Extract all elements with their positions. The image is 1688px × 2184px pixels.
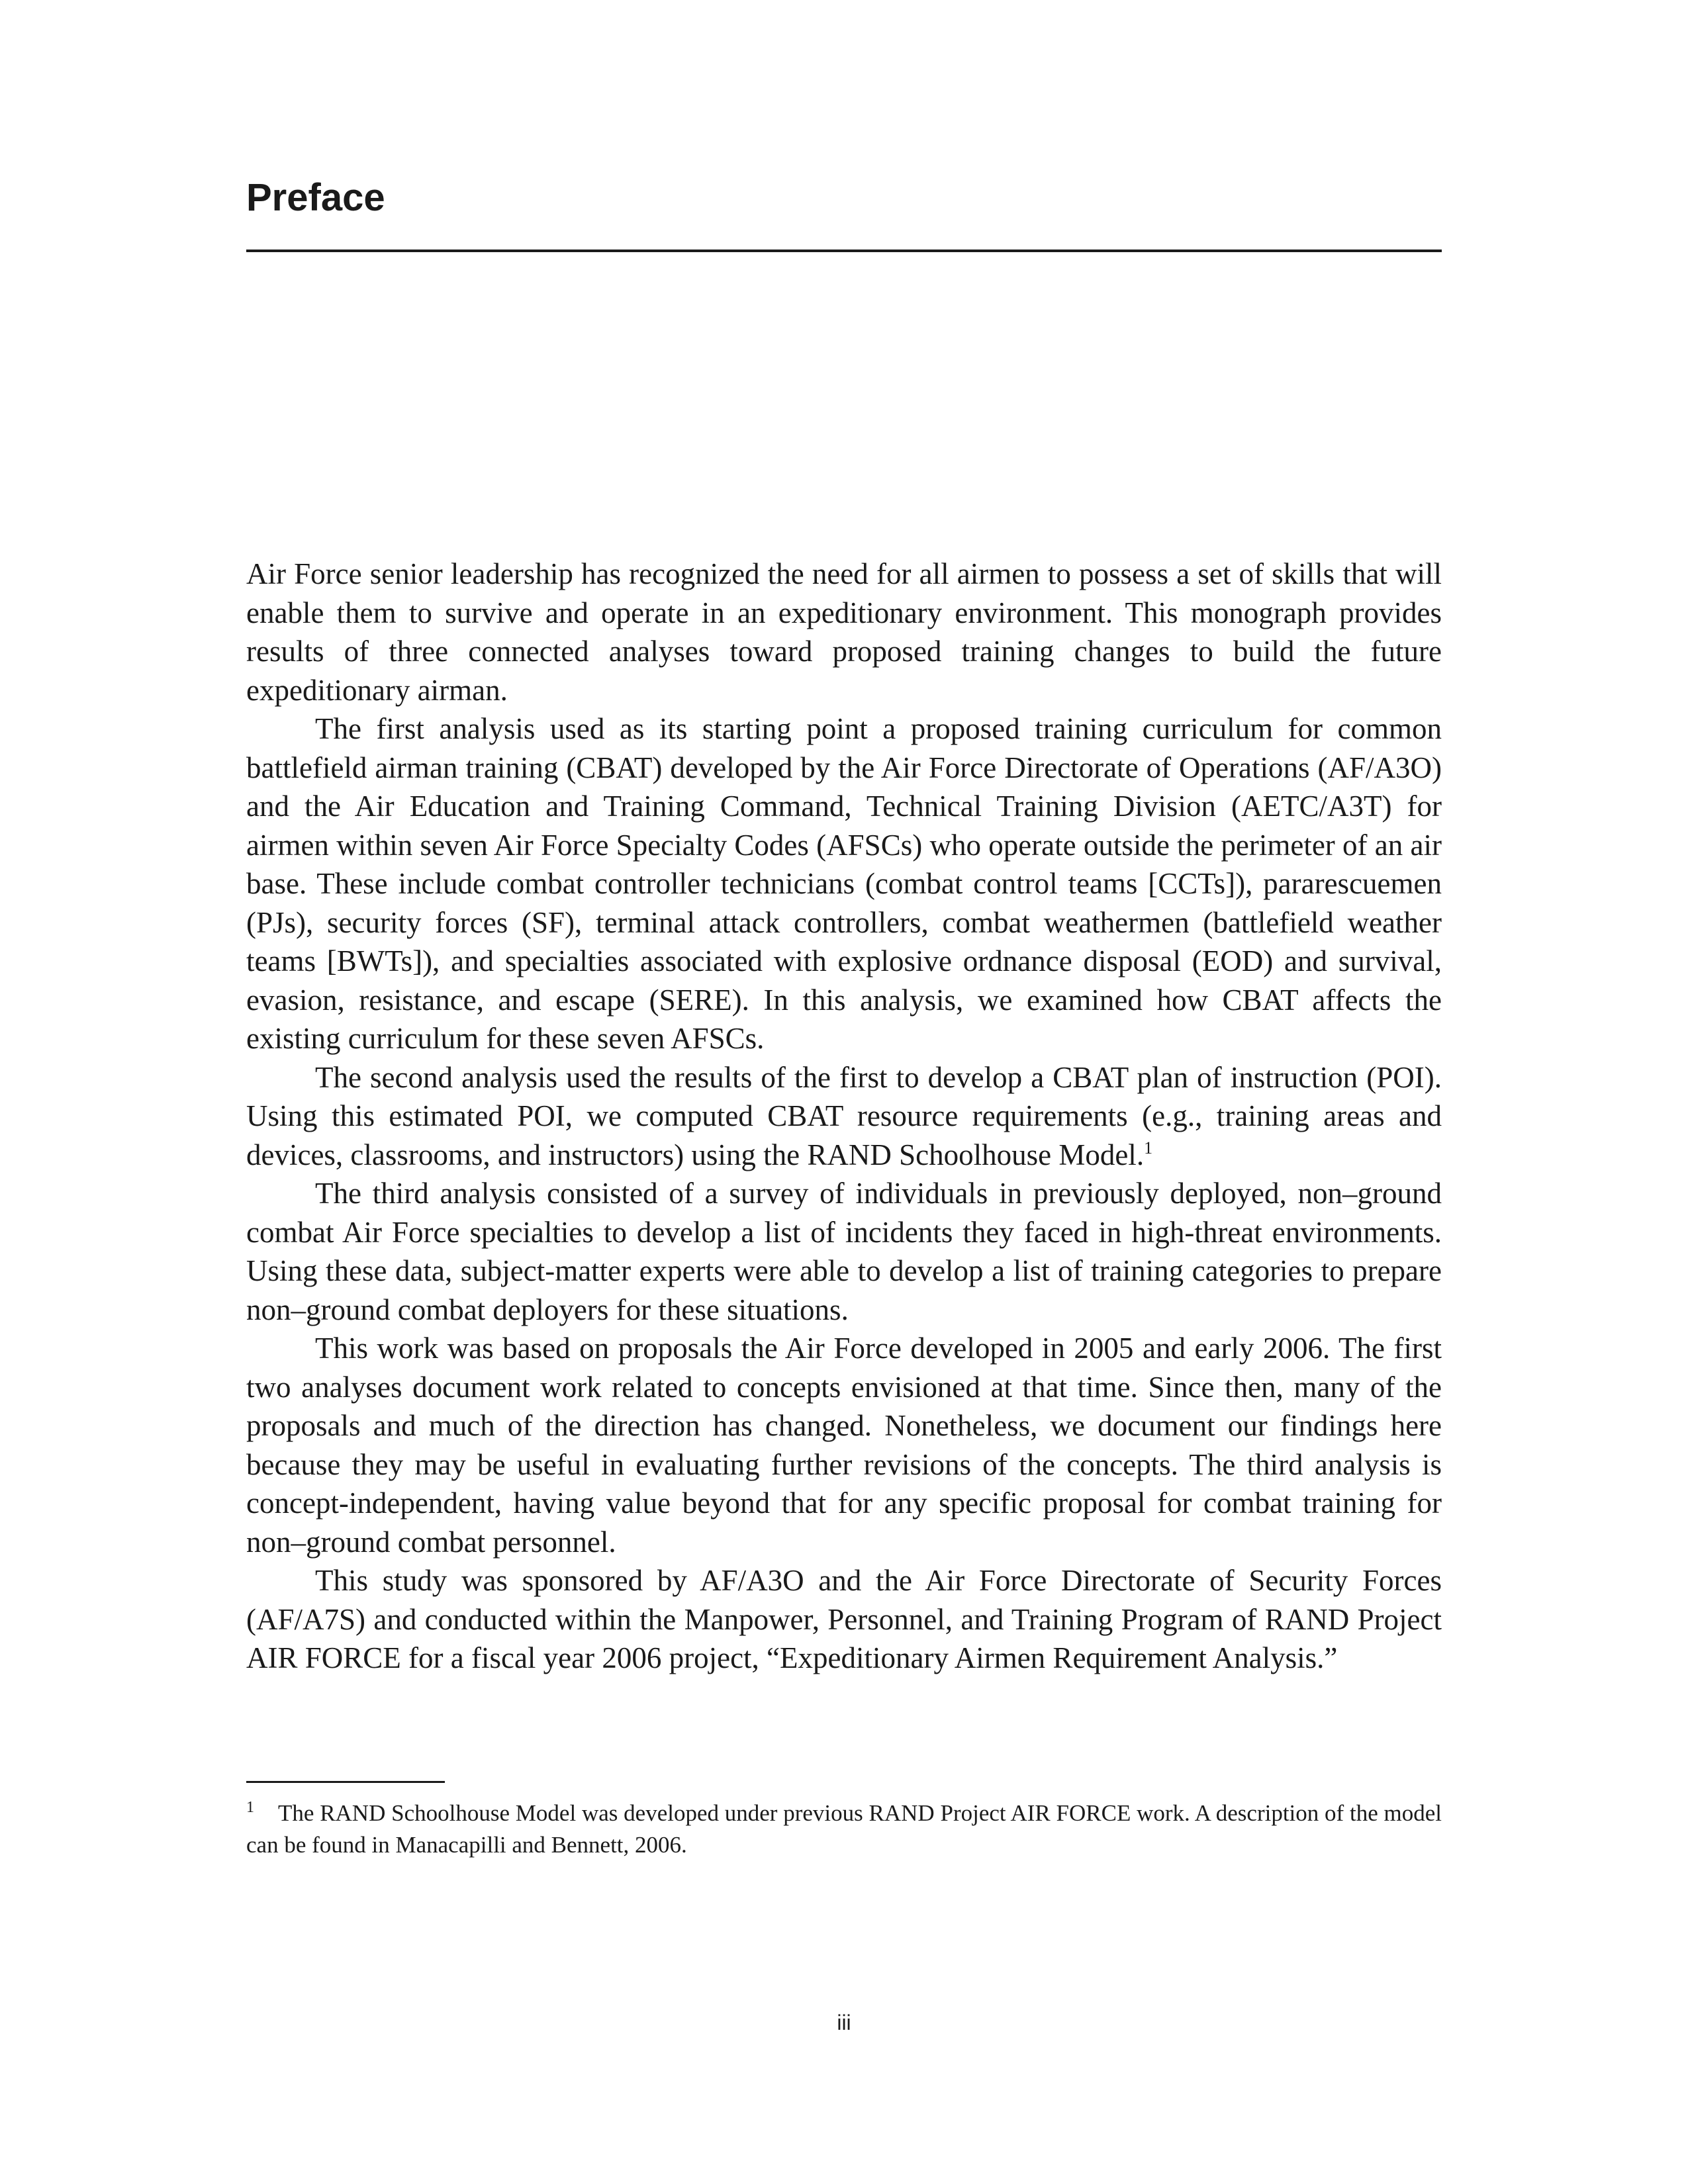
footnote-rule [246,1781,445,1783]
footnote-text: The RAND Schoolhouse Model was developed under previous RAND Project AIR FORCE work. A description of the model can be found in Manacapilli and Bennett, 2006. [246,1800,1442,1858]
paragraph-sponsorship: This study was sponsored by AF/A3O and the Air Force Directorate of Security Forces (AF/A7S) and conducted within the Manpower, Personnel, and Training Program of RAND Project AIR FORCE for a fiscal year 2006 project, “Expeditionary Airmen Requirement Analysis.” [246,1564,1442,1674]
paragraph-second-analysis [246,1058,1442,1175]
paragraph-intro: Air Force senior leadership has recognized the need for all airmen to possess a set of skills that will enable them to survive and operate in an expeditionary environment. This monograph provides results of three connected analyses toward proposed training changes to build the future expeditionary airman. [246,557,1442,707]
heading-rule [246,250,1442,252]
paragraph-third-analysis: The third analysis consisted of a survey of individuals in previously deployed, non–ground combat Air Force specialties to develop a list of incidents they faced in high-threat environments. Using these data, subject-matter experts were able to develop a list of training categories to prepare non–ground combat deployers for these situations. [246,1177,1442,1326]
page-number: iii [837,2011,851,2034]
paragraph-first-analysis: The first analysis used as its starting point a proposed training curriculum for common battlefield airman training (CBAT) developed by the Air Force Directorate of Operations (AF/A3O) and the Air Education and Training Command, Technical Training Division (AETC/A3T) for airmen within seven Air Force Specialty Codes (AFSCs) who operate outside the perimeter of an air base. These include combat controller technicians (combat control teams [CCTs]), pararescuemen (PJs), security forces (SF), terminal attack controllers, combat weathermen (battlefield weather teams [BWTs]), and specialties associated with explosive ordnance disposal (EOD) and survival, evasion, resistance, and escape (SERE). In this analysis, we examined how CBAT affects the existing curriculum for these seven AFSCs. [246,712,1442,1055]
footnote: 1 The RAND Schoolhouse Model was developed under previous RAND Project AIR FORCE work. A description of the model can be found in Manacapilli and Bennett, 2006. [246,1799,1442,1858]
paragraph-work-basis: This work was based on proposals the Air Force developed in 2005 and early 2006. The first two analyses document work related to concepts envisioned at that time. Since then, many of the proposals and much of the direction has changed. Nonetheless, we document our findings here because they may be useful in evaluating further revisions of the concepts. The third analysis is concept-independent, having value beyond that for any specific proposal for combat training for non–ground combat personnel. [246,1332,1442,1559]
paragraph-second-analysis-text: The second analysis used the results of the first to develop a CBAT plan of instruction (POI). Using this estimated POI, we computed CBAT resource requirements (e.g., training areas and devices, classrooms, and instructors) using the RAND Schoolhouse Model. [246,1060,1442,1171]
page-heading: Preface [246,176,385,219]
footnote-reference[interactable]: 1 [1144,1138,1153,1158]
body-text [246,555,1442,1678]
